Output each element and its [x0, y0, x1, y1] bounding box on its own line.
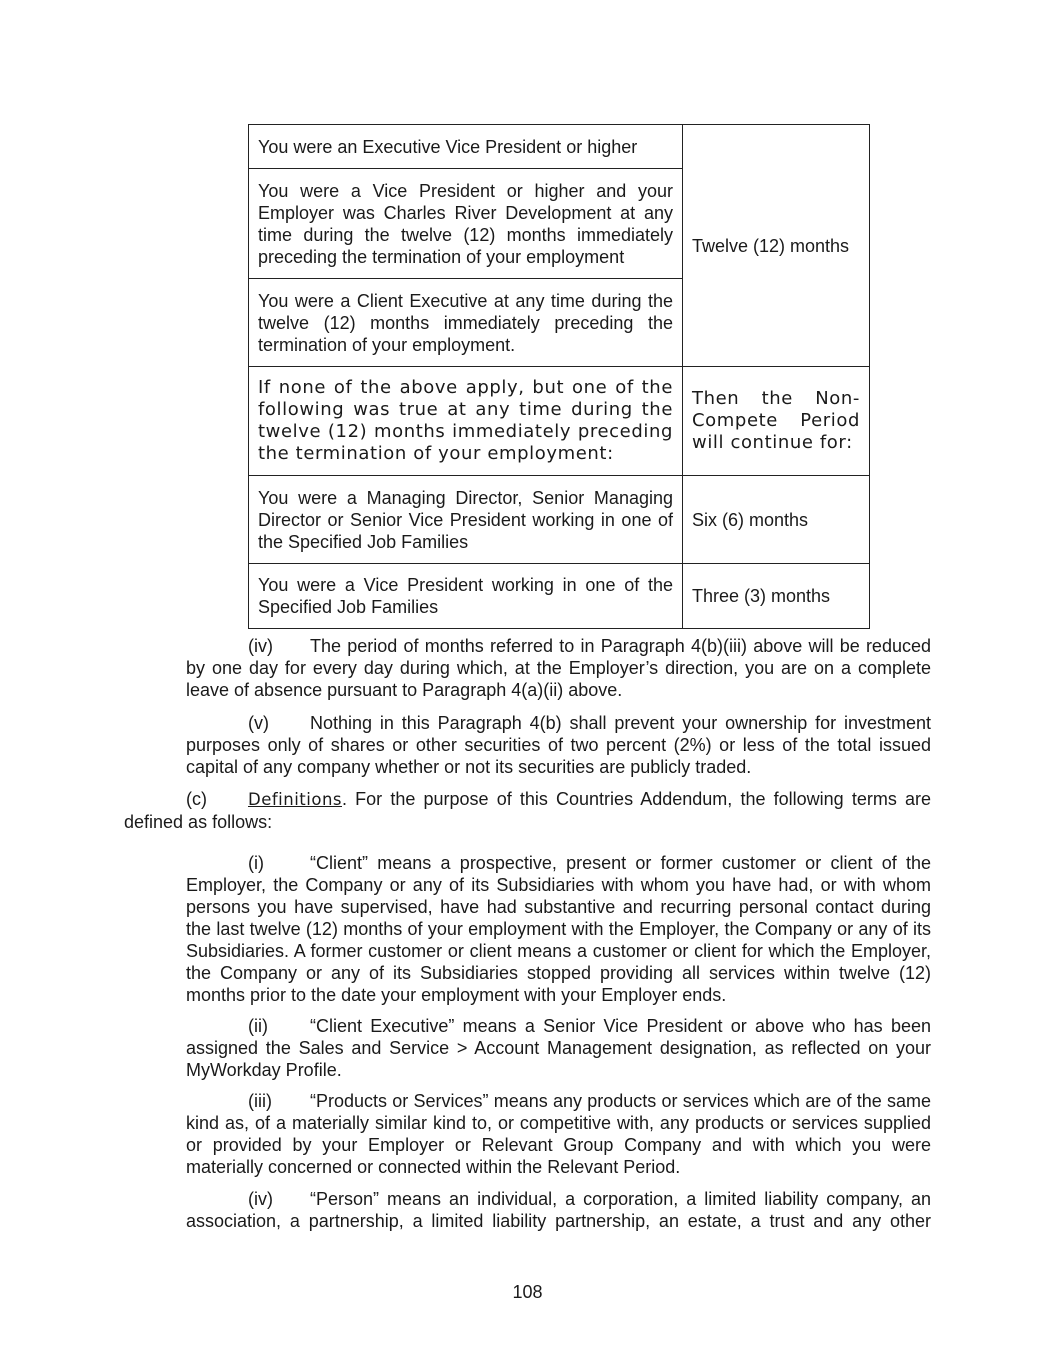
paragraph-number: (c)	[186, 789, 207, 809]
paragraph-number: (iv)	[248, 1189, 273, 1209]
table-cell-condition: You were a Managing Director, Senior Managing Director or Senior Vice President working in one of the Specified Job Families	[249, 476, 683, 564]
table-cell-period-header: Then the Non-Compete Period will continue for:	[683, 367, 870, 476]
page-number: 108	[512, 1282, 543, 1302]
paragraph-c-definitions	[124, 788, 931, 833]
table-cell-condition: You were a Vice President working in one of the Specified Job Families	[249, 564, 683, 629]
paragraph-number: (i)	[248, 853, 264, 873]
table-cell-condition: You were an Executive Vice President or higher	[249, 125, 683, 169]
paragraph-number: (iv)	[248, 636, 273, 656]
section-heading: Definitions	[248, 790, 342, 809]
paragraph-text: “Client” means a prospective, present or former customer or client of the Employer, the Company or any of its Subsidiaries with whom you have had, or with whom persons you have supervised, have had substantive and recurring personal contact during the last twelve (12) months of your employment with the Employer, the Company or any of its Subsidiaries. A former customer or client means a customer or client for which the Employer, the Company or any of its Subsidiaries stopped providing all services within twelve (12) months prior to the date your employment with your Employer ends.	[186, 853, 931, 1005]
paragraph-text: “Client Executive” means a Senior Vice President or above who has been assigned the Sales and Service > Account Management designation, as reflected on your MyWorkday Profile.	[186, 1016, 931, 1080]
table-row	[249, 564, 870, 629]
table-cell-period: Six (6) months	[683, 476, 870, 564]
paragraph-text: “Person” means an individual, a corporation, a limited liability company, an association, a partnership, a limited liability partnership, an estate, a trust and any other	[186, 1189, 931, 1231]
table-cell-period: Twelve (12) months	[683, 125, 870, 367]
table-row	[249, 367, 870, 476]
table-row	[249, 125, 870, 169]
definition-client-executive	[186, 1015, 931, 1081]
table-cell-condition: You were a Vice President or higher and your Employer was Charles River Development at any time during the twelve (12) months immediately preceding the termination of your employment	[249, 169, 683, 279]
table-cell-condition: If none of the above apply, but one of the following was true at any time during the twelve (12) months immediately preceding the termination of your employment:	[249, 367, 683, 476]
non-compete-period-table	[248, 124, 870, 629]
paragraph-number: (ii)	[248, 1016, 268, 1036]
paragraph-text: “Products or Services” means any products or services which are of the same kind as, of a materially similar kind to, or competitive with, any products or services supplied or provided by your Employer or Relevant Group Company and with which you were materially concerned or connected within the Relevant Period.	[186, 1091, 931, 1177]
paragraph-number: (v)	[248, 713, 269, 733]
table-cell-period: Three (3) months	[683, 564, 870, 629]
paragraph-number: (iii)	[248, 1091, 272, 1111]
paragraph-text: Nothing in this Paragraph 4(b) shall prevent your ownership for investment purposes only of shares or other securities of two percent (2%) or less of the total issued capital of any company whether or not its securities are publicly traded.	[186, 713, 931, 777]
definition-person	[186, 1188, 931, 1232]
table-cell-condition: You were a Client Executive at any time during the twelve (12) months immediately preceding the termination of your employment.	[249, 279, 683, 367]
table-row	[249, 476, 870, 564]
definition-client	[186, 852, 931, 1006]
paragraph-iv	[186, 635, 931, 701]
paragraph-text: The period of months referred to in Paragraph 4(b)(iii) above will be reduced by one day for every day during which, at the Employer’s direction, you are on a complete leave of absence pursuant to Paragraph 4(a)(ii) above.	[186, 636, 931, 700]
paragraph-text: . For the purpose of this Countries Addendum, the following terms are defined as follows:	[124, 789, 931, 832]
paragraph-v	[186, 712, 931, 778]
definition-products-or-services	[186, 1090, 931, 1178]
